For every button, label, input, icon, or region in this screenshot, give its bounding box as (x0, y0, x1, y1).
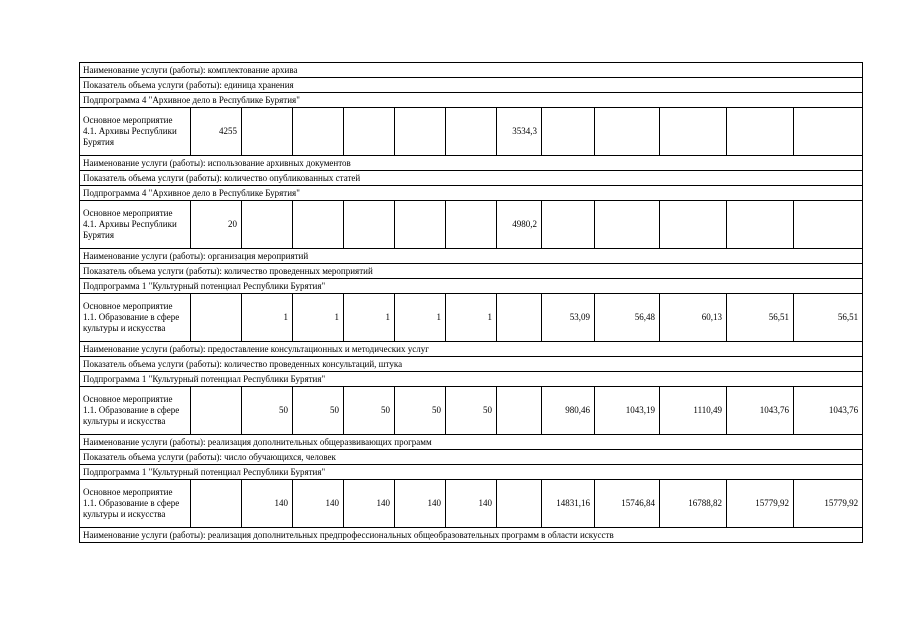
value-cell: 1043,19 (595, 387, 660, 435)
value-cell: 140 (395, 480, 446, 528)
section-row-text: Наименование услуги (работы): комплектование архива (80, 63, 863, 78)
value-cell: 3534,3 (497, 108, 542, 156)
value-cell: 1043,76 (727, 387, 794, 435)
value-cell (727, 201, 794, 249)
table-row (80, 480, 863, 528)
section-row-text: Наименование услуги (работы): предоставление консультационных и методических услуг (80, 342, 863, 357)
value-cell: 980,46 (542, 387, 595, 435)
table-body (80, 63, 863, 543)
value-cell (497, 480, 542, 528)
value-cell: 15779,92 (727, 480, 794, 528)
value-cell: 53,09 (542, 294, 595, 342)
value-cell (242, 108, 293, 156)
section-row-text: Подпрограмма 1 "Культурный потенциал Республики Бурятия" (80, 279, 863, 294)
value-cell (794, 108, 863, 156)
value-cell: 56,48 (595, 294, 660, 342)
value-cell: 56,51 (727, 294, 794, 342)
section-row (80, 357, 863, 372)
section-row (80, 249, 863, 264)
value-cell (660, 108, 727, 156)
value-cell: 1 (395, 294, 446, 342)
value-cell: 140 (344, 480, 395, 528)
value-cell: 140 (242, 480, 293, 528)
section-row-text: Подпрограмма 4 "Архивное дело в Республике Бурятия" (80, 93, 863, 108)
value-cell (242, 201, 293, 249)
section-row (80, 342, 863, 357)
value-cell: 50 (344, 387, 395, 435)
value-cell (497, 387, 542, 435)
value-cell (344, 108, 395, 156)
section-row (80, 171, 863, 186)
value-cell (344, 201, 395, 249)
value-cell: 20 (191, 201, 242, 249)
value-cell (595, 201, 660, 249)
value-cell: 15746,84 (595, 480, 660, 528)
section-row-text: Показатель объема услуги (работы): единица хранения (80, 78, 863, 93)
value-cell (542, 201, 595, 249)
value-cell: 14831,16 (542, 480, 595, 528)
value-cell (395, 108, 446, 156)
value-cell: 50 (446, 387, 497, 435)
section-row-text: Показатель объема услуги (работы): количество проведенных мероприятий (80, 264, 863, 279)
value-cell (595, 108, 660, 156)
measure-name-cell: Основное мероприятие 4.1. Архивы Республики Бурятия (80, 201, 191, 249)
section-row (80, 264, 863, 279)
table-row (80, 294, 863, 342)
value-cell (542, 108, 595, 156)
section-row-text: Наименование услуги (работы): реализация дополнительных общеразвивающих программ (80, 435, 863, 450)
section-row (80, 156, 863, 171)
section-row (80, 372, 863, 387)
value-cell: 60,13 (660, 294, 727, 342)
value-cell (191, 294, 242, 342)
measure-name-cell: Основное мероприятие 1.1. Образование в сфере культуры и искусства (80, 480, 191, 528)
section-row (80, 435, 863, 450)
value-cell: 4980,2 (497, 201, 542, 249)
value-cell (293, 108, 344, 156)
section-row-text: Наименование услуги (работы): организация мероприятий (80, 249, 863, 264)
value-cell (660, 201, 727, 249)
value-cell (727, 108, 794, 156)
section-row-text: Подпрограмма 4 "Архивное дело в Республике Бурятия" (80, 186, 863, 201)
measure-name-cell: Основное мероприятие 4.1. Архивы Республики Бурятия (80, 108, 191, 156)
value-cell: 140 (446, 480, 497, 528)
section-row-text: Наименование услуги (работы): реализация дополнительных предпрофессиональных общеобразовательных программ в области искусств (80, 528, 863, 543)
value-cell (191, 480, 242, 528)
services-table (79, 62, 863, 543)
value-cell: 140 (293, 480, 344, 528)
section-row (80, 63, 863, 78)
value-cell (446, 201, 497, 249)
section-row-text: Показатель объема услуги (работы): количество проведенных консультаций, штука (80, 357, 863, 372)
section-row-text: Наименование услуги (работы): использование архивных документов (80, 156, 863, 171)
value-cell: 50 (242, 387, 293, 435)
section-row (80, 465, 863, 480)
value-cell: 1 (242, 294, 293, 342)
value-cell: 15779,92 (794, 480, 863, 528)
measure-name-cell: Основное мероприятие 1.1. Образование в сфере культуры и искусства (80, 387, 191, 435)
section-row (80, 279, 863, 294)
value-cell (293, 201, 344, 249)
measure-name-cell: Основное мероприятие 1.1. Образование в сфере культуры и искусства (80, 294, 191, 342)
section-row-text: Подпрограмма 1 "Культурный потенциал Республики Бурятия" (80, 465, 863, 480)
value-cell: 1 (293, 294, 344, 342)
value-cell: 16788,82 (660, 480, 727, 528)
section-row (80, 450, 863, 465)
value-cell (794, 201, 863, 249)
section-row-text: Подпрограмма 1 "Культурный потенциал Республики Бурятия" (80, 372, 863, 387)
value-cell (191, 387, 242, 435)
section-row-text: Показатель объема услуги (работы): число обучающихся, человек (80, 450, 863, 465)
section-row (80, 528, 863, 543)
value-cell: 1 (344, 294, 395, 342)
value-cell (395, 201, 446, 249)
value-cell: 1 (446, 294, 497, 342)
section-row (80, 78, 863, 93)
value-cell: 1043,76 (794, 387, 863, 435)
value-cell: 4255 (191, 108, 242, 156)
section-row (80, 93, 863, 108)
value-cell (446, 108, 497, 156)
value-cell: 56,51 (794, 294, 863, 342)
section-row-text: Показатель объема услуги (работы): количество опубликованных статей (80, 171, 863, 186)
table-row (80, 387, 863, 435)
section-row (80, 186, 863, 201)
table-row (80, 108, 863, 156)
table-row (80, 201, 863, 249)
value-cell (497, 294, 542, 342)
value-cell: 1110,49 (660, 387, 727, 435)
value-cell: 50 (293, 387, 344, 435)
value-cell: 50 (395, 387, 446, 435)
